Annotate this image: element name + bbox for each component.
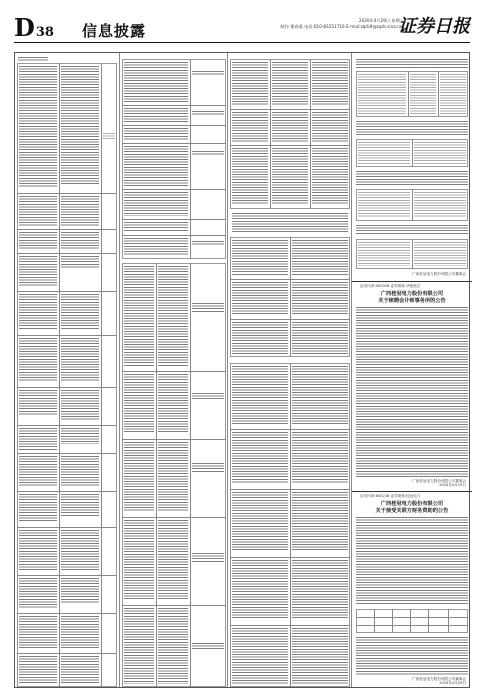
announcement-table <box>356 609 468 633</box>
section-title: 信息披露 <box>82 22 147 40</box>
column-3 <box>227 53 352 687</box>
table-caption <box>18 57 48 61</box>
date-line: 2020年4月29日 星期三 <box>358 18 404 23</box>
page-letter: D <box>14 13 35 42</box>
column-4 <box>351 53 472 687</box>
content-area <box>14 52 470 688</box>
table-cell-text <box>61 66 99 184</box>
table-cell-text <box>19 66 57 188</box>
column-1 <box>15 53 119 687</box>
masthead-meta <box>280 18 404 30</box>
announcement-code-line: 证券代码:600236 证券简称:桂冠电力 <box>360 494 421 498</box>
announcement-company: 广西桂冠电力股份有限公司 <box>380 291 444 297</box>
announcement-footer: 广西桂冠电力股份有限公司董事会 2020年4月29日 <box>412 479 466 488</box>
announcement-body <box>356 517 468 605</box>
announcement-title: 关于接受关联方财务资助的公告 <box>375 508 449 514</box>
page-header <box>14 14 470 43</box>
announcement-code-line: 证券代码:002928 证券简称:华夏航空 <box>360 284 421 288</box>
page-number <box>14 13 54 45</box>
announcement-body <box>356 307 468 477</box>
table-cell-text <box>19 196 57 226</box>
column-2 <box>119 53 228 687</box>
table-cell-text <box>61 196 99 226</box>
announcement-company: 广西桂冠电力股份有限公司 <box>380 501 444 507</box>
newspaper-logo: 证券日报 <box>398 16 470 37</box>
col4-top-footer: 广西桂冠电力股份有限公司董事会 <box>412 272 466 276</box>
announcement-title: 关于续聘会计师事务所的公告 <box>378 298 446 304</box>
page-number-digits: 38 <box>35 25 54 40</box>
announcement-footer: 广西桂冠电力股份有限公司董事会 2020年4月29日 <box>412 677 466 686</box>
editor-line: 制作:董春燕 电话:010-83251716 E-mail:zqrb9@zqrb.sina.net <box>280 24 404 29</box>
